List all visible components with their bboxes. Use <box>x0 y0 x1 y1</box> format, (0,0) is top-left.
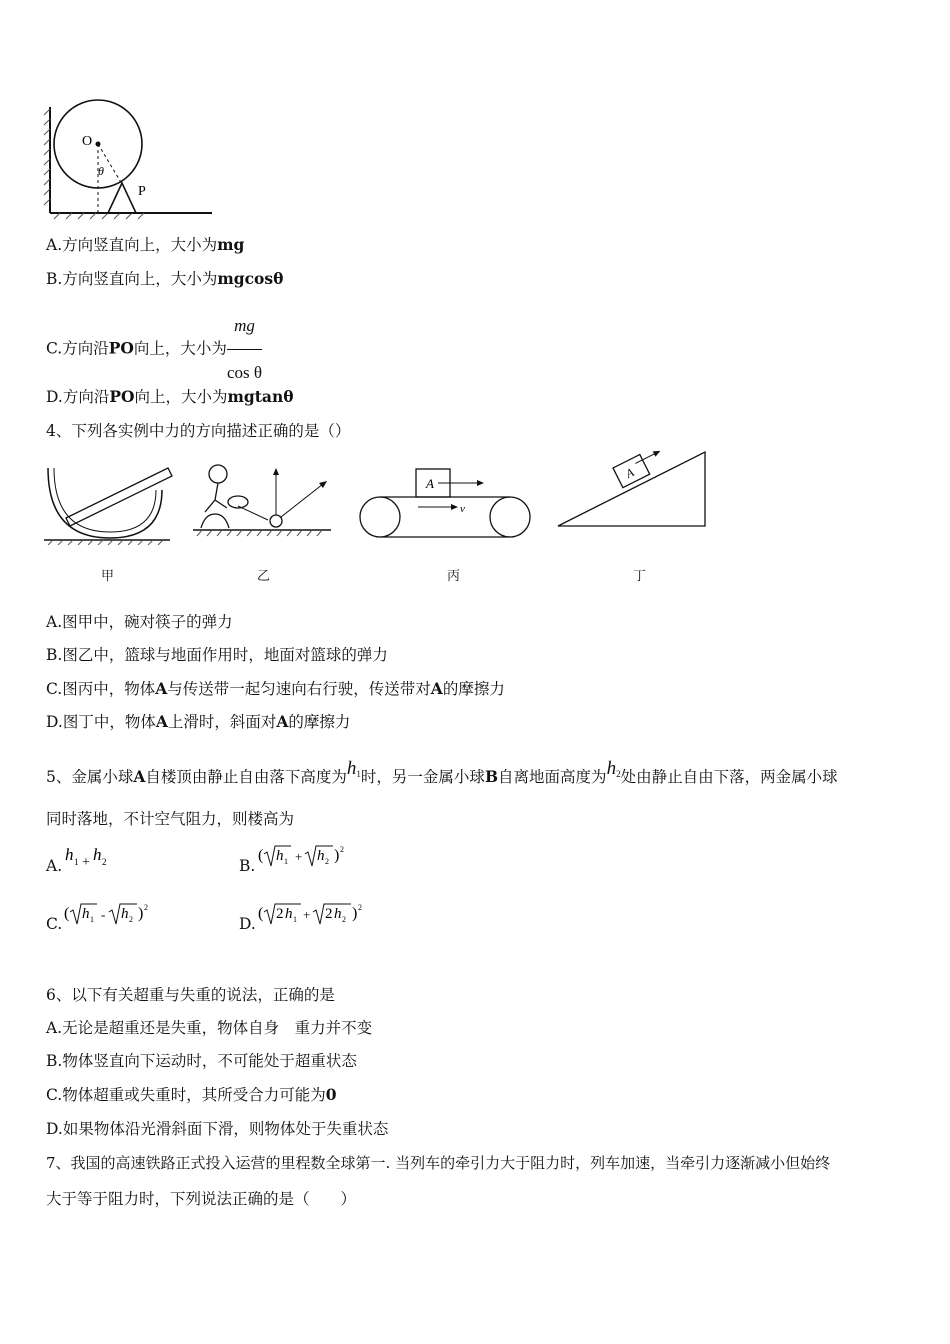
svg-text:+: + <box>303 907 311 922</box>
q3-option-b[interactable]: B.方向竖直向上，大小为mgcosθ <box>46 269 284 288</box>
svg-text:h: h <box>285 906 293 922</box>
label-block-a-incline: A <box>623 465 637 481</box>
svg-text:2: 2 <box>340 845 344 854</box>
q5-option-d[interactable]: D. <box>239 915 256 933</box>
q5-expr-a <box>64 842 124 872</box>
q5-stem-line2: 同时落地，不计空气阻力，则楼高为 <box>46 810 295 828</box>
q5-stem-line1: 5、金属小球A自楼顶由静止自由落下高度为$h_1$时，另一金属小球B自离地面高度为$h_2$处由静止自由下落，两金属小球 <box>46 758 838 786</box>
caption-yi: 乙 <box>257 569 271 584</box>
q5-option-c[interactable]: C. <box>46 915 63 933</box>
q4-option-a[interactable]: A.图甲中，碗对筷子的弹力 <box>46 613 233 631</box>
q5-expr-d <box>257 900 372 930</box>
q5-option-b[interactable]: B. <box>239 857 256 875</box>
caption-jia: 甲 <box>101 569 115 584</box>
svg-text:2: 2 <box>276 906 284 922</box>
svg-text:2: 2 <box>144 903 148 912</box>
svg-text:1: 1 <box>284 857 288 866</box>
svg-text:2: 2 <box>342 915 346 924</box>
svg-text:): ) <box>352 905 358 922</box>
q4-stem: 4、下列各实例中力的方向描述正确的是（） <box>46 422 351 440</box>
svg-text:): ) <box>334 847 340 864</box>
svg-text:1: 1 <box>90 915 94 924</box>
svg-text:+: + <box>295 849 303 864</box>
svg-text:): ) <box>138 905 144 922</box>
q5-expr-b <box>257 842 352 872</box>
svg-text:h: h <box>93 845 102 864</box>
svg-text:2: 2 <box>102 857 107 867</box>
svg-text:2: 2 <box>129 915 133 924</box>
h2-symbol: $h_2$ <box>606 758 621 779</box>
figure-bing-conveyor <box>358 465 533 540</box>
svg-text:2: 2 <box>325 906 333 922</box>
svg-text:1: 1 <box>293 915 297 924</box>
svg-text:2: 2 <box>358 903 362 912</box>
svg-text:1: 1 <box>74 857 79 867</box>
figure-jia-bowl <box>44 460 174 545</box>
h1-symbol: $h_1$ <box>346 758 361 779</box>
q7-stem-line1: 7、我国的高速铁路正式投入运营的里程数全球第一. 当列车的牵引力大于阻力时，列车加速，当牵引力逐渐减小但始终 <box>46 1154 831 1172</box>
svg-text:h: h <box>121 906 129 922</box>
q6-option-a[interactable]: A.无论是超重还是失重，物体自身 重力并不变 <box>46 1019 373 1037</box>
svg-text:(: ( <box>258 847 264 864</box>
circle-wall-diagram <box>40 95 220 220</box>
svg-text:h: h <box>317 848 325 864</box>
q5-expr-c <box>63 900 158 930</box>
q4-option-b[interactable]: B.图乙中，篮球与地面作用时，地面对篮球的弹力 <box>46 646 388 664</box>
label-velocity: v <box>460 503 465 515</box>
label-o: O <box>82 134 93 149</box>
figure-yi-basketball <box>193 462 333 537</box>
q4-option-c[interactable]: C.图丙中，物体A与传送带一起匀速向右行驶，传送带对A的摩擦力 <box>46 679 505 698</box>
q3-option-a[interactable]: A.方向竖直向上，大小为mg <box>46 235 245 254</box>
svg-text:(: ( <box>258 905 264 922</box>
svg-text:h: h <box>334 906 342 922</box>
q3-option-d[interactable]: D.方向沿PO向上，大小为mgtanθ <box>46 387 294 406</box>
q5-option-a[interactable]: A. <box>46 857 63 875</box>
label-block-a: A <box>426 476 434 491</box>
q4-option-d[interactable]: D.图丁中，物体A上滑时，斜面对A的摩擦力 <box>46 712 351 731</box>
figure-ding-incline <box>555 448 710 530</box>
svg-text:h: h <box>65 845 74 864</box>
svg-text:2: 2 <box>325 857 329 866</box>
svg-text:+: + <box>82 855 90 870</box>
q3-option-c[interactable]: C.方向沿PO向上，大小为 $\frac{mg}{\text{cos θ}}$ <box>46 304 262 395</box>
svg-text:(: ( <box>64 905 70 922</box>
fraction-mg-over-cos: $\frac{mg}{\text{cos θ}}$ <box>227 304 262 395</box>
label-p: P <box>138 184 146 199</box>
q6-option-c[interactable]: C.物体超重或失重时，其所受合力可能为0 <box>46 1085 337 1104</box>
q6-option-d[interactable]: D.如果物体沿光滑斜面下滑，则物体处于失重状态 <box>46 1120 389 1138</box>
q6-stem: 6、以下有关超重与失重的说法，正确的是 <box>46 986 335 1004</box>
caption-ding: 丁 <box>633 569 647 584</box>
svg-text:h: h <box>276 848 284 864</box>
svg-text:-: - <box>101 907 106 922</box>
label-theta: θ <box>98 164 104 178</box>
caption-bing: 丙 <box>447 569 461 584</box>
q7-stem-line2: 大于等于阻力时，下列说法正确的是（ ） <box>46 1190 357 1208</box>
q6-option-b[interactable]: B.物体竖直向下运动时，不可能处于超重状态 <box>46 1052 357 1070</box>
svg-text:h: h <box>82 906 90 922</box>
